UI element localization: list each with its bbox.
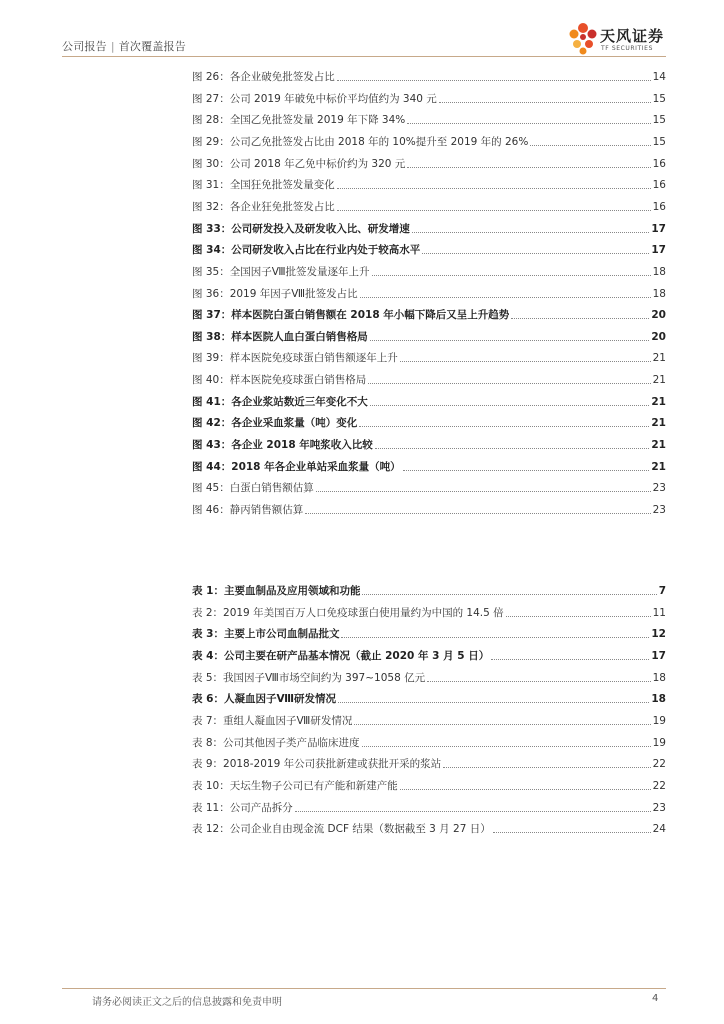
report-header [62, 38, 186, 54]
toc-entry-page: 11 [652, 606, 666, 619]
toc-entry-label: 图 43：各企业 2018 年吨浆收入比较 [192, 439, 373, 452]
dot-leader [412, 232, 650, 233]
tf-securities-logo [566, 20, 676, 60]
dot-leader [407, 123, 650, 124]
toc-entry-label: 图 45：白蛋白销售额估算 [192, 482, 314, 495]
toc-entry[interactable] [192, 795, 666, 815]
toc-entry-label: 表 8：公司其他因子类产品临床进度 [192, 736, 360, 749]
toc-entry[interactable] [192, 302, 666, 322]
toc-entry-page: 14 [652, 71, 666, 83]
toc-entry-page: 22 [652, 758, 666, 771]
dot-leader [530, 145, 650, 146]
dot-leader [338, 702, 649, 703]
dot-leader [491, 659, 649, 660]
toc-entry-label: 图 32：各企业狂免批签发占比 [192, 200, 335, 213]
dot-leader [511, 318, 649, 319]
toc-entry-page: 17 [651, 222, 666, 235]
toc-entry-label: 图 37：样本医院白蛋白销售额在 2018 年小幅下降后又呈上升趋势 [192, 309, 510, 322]
toc-entry-label: 图 30：公司 2018 年乙免中标价约为 320 元 [192, 157, 406, 170]
toc-entry-page: 21 [652, 352, 666, 365]
toc-entry[interactable] [192, 773, 666, 793]
toc-entry-page: 15 [652, 114, 666, 127]
dot-leader [337, 210, 651, 211]
dot-leader [341, 637, 649, 638]
toc-entry[interactable] [192, 86, 666, 106]
toc-entry-page: 23 [652, 482, 666, 495]
toc-entry[interactable] [192, 194, 666, 214]
page-number: 4 [652, 993, 659, 1004]
toc-entry-page: 16 [652, 179, 666, 192]
toc-entry-label: 图 34：公司研发收入占比在行业内处于较高水平 [192, 244, 421, 257]
dot-leader [337, 188, 651, 189]
toc-entry-label: 图 38：样本医院人血白蛋白销售格局 [192, 330, 368, 343]
toc-entry-label: 图 33：公司研发投入及研发收入比、研发增速 [192, 222, 410, 235]
toc-entry-label: 表 5：我国因子Ⅷ市场空间约为 397~1058 亿元 [192, 671, 426, 684]
toc-entry-page: 15 [652, 135, 666, 148]
dot-leader [372, 275, 651, 276]
toc-entry-page: 19 [652, 736, 666, 749]
report-type: 首次覆盖报告 [118, 40, 186, 53]
toc-entry-label: 表 11：公司产品拆分 [192, 801, 293, 814]
toc-entry[interactable] [192, 497, 666, 517]
toc-entry[interactable] [192, 751, 666, 771]
toc-entry-label: 图 31：全国狂免批签发量变化 [192, 179, 335, 192]
toc-entry-page: 16 [652, 157, 666, 170]
toc-entry[interactable] [192, 237, 666, 257]
dot-leader [427, 681, 651, 682]
toc-entry[interactable] [192, 665, 666, 685]
toc-entry[interactable] [192, 410, 666, 430]
toc-entry[interactable] [192, 129, 666, 149]
toc-entry-label: 表 10：天坛生物子公司已有产能和新建产能 [192, 779, 398, 792]
toc-entry[interactable] [192, 454, 666, 474]
toc-entry-label: 图 39：样本医院免疫球蛋白销售额逐年上升 [192, 352, 398, 365]
toc-entry-page: 22 [652, 779, 666, 792]
toc-entry-page: 7 [658, 585, 666, 597]
toc-entry-page: 24 [652, 823, 666, 836]
toc-entry[interactable] [192, 259, 666, 279]
toc-entry-label: 表 2：2019 年美国百万人口免疫球蛋白使用量约为中国的 14.5 倍 [192, 606, 504, 619]
toc-entry[interactable] [192, 389, 666, 409]
toc-entry[interactable] [192, 643, 666, 663]
dot-leader [359, 426, 649, 427]
dot-leader [360, 297, 651, 298]
dot-leader [370, 405, 650, 406]
toc-entry-label: 图 28：全国乙免批签发量 2019 年下降 34% [192, 114, 406, 127]
toc-entry[interactable] [192, 578, 666, 598]
toc-entry[interactable] [192, 345, 666, 365]
dot-leader [422, 253, 649, 254]
toc-entry-page: 17 [651, 244, 666, 257]
toc-entry-page: 15 [652, 92, 666, 105]
toc-entry-page: 19 [652, 714, 666, 727]
logo-subname: TF SECURITIES [601, 45, 653, 52]
toc-entry-page: 21 [651, 460, 666, 473]
toc-entry-label: 图 42：各企业采血浆量（吨）变化 [192, 417, 358, 430]
dot-leader [295, 811, 651, 812]
dot-leader [337, 80, 651, 81]
header-rule [62, 56, 666, 57]
toc-entry-page: 12 [651, 628, 666, 641]
toc-entry-page: 23 [652, 504, 666, 516]
toc-entry[interactable] [192, 621, 666, 641]
header-separator: | [110, 40, 115, 53]
toc-entry-label: 图 46：静丙销售额估算 [192, 504, 304, 516]
toc-entry[interactable] [192, 367, 666, 387]
toc-entry[interactable] [192, 816, 666, 836]
toc-entry-label: 表 1：主要血制品及应用领域和功能 [192, 585, 361, 597]
dot-leader [403, 470, 650, 471]
toc-entry[interactable] [192, 172, 666, 192]
toc-entry-page: 21 [651, 417, 666, 430]
toc-entry[interactable] [192, 151, 666, 171]
dot-leader [368, 383, 650, 384]
dot-leader [316, 491, 651, 492]
toc-entry[interactable] [192, 64, 666, 84]
dot-leader [506, 616, 651, 617]
toc-entry-label: 表 4：公司主要在研产品基本情况（截止 2020 年 3 月 5 日） [192, 649, 490, 662]
toc-entry-label: 图 26：各企业破免批签发占比 [192, 71, 335, 83]
toc-entry-page: 17 [651, 649, 666, 662]
logo-name: 天风证券 [600, 27, 665, 45]
toc-entry-page: 18 [652, 265, 666, 278]
toc-entry[interactable] [192, 432, 666, 452]
dot-leader [362, 594, 656, 595]
toc-entry[interactable] [192, 686, 666, 706]
toc-entry[interactable] [192, 730, 666, 750]
toc-entry-page: 18 [652, 671, 666, 684]
toc-entry-label: 表 7：重组人凝血因子Ⅷ研发情况 [192, 714, 353, 727]
toc-entry[interactable] [192, 281, 666, 301]
toc-entry-label: 图 36：2019 年因子Ⅷ批签发占比 [192, 287, 358, 300]
toc-entry-page: 23 [652, 801, 666, 814]
toc-entry-page: 21 [651, 395, 666, 408]
toc-entry[interactable] [192, 107, 666, 127]
toc-entry-label: 表 9：2018-2019 年公司获批新建或获批开采的浆站 [192, 758, 442, 771]
toc-entry-page: 21 [651, 439, 666, 452]
report-category: 公司报告 [62, 40, 107, 53]
toc-entry[interactable] [192, 600, 666, 620]
toc-entry-label: 图 29：公司乙免批签发占比由 2018 年的 10%提升至 2019 年的 26% [192, 135, 529, 148]
dot-leader [407, 167, 650, 168]
toc-entry-label: 图 41：各企业浆站数近三年变化不大 [192, 395, 368, 408]
dot-leader [400, 361, 651, 362]
dot-leader [493, 832, 651, 833]
dot-leader [375, 448, 650, 449]
toc-entry-label: 表 3：主要上市公司血制品批文 [192, 628, 340, 641]
toc-entry-label: 图 27：公司 2019 年破免中标价平均值约为 340 元 [192, 92, 437, 105]
toc-entry-label: 表 6：人凝血因子Ⅷ研发情况 [192, 693, 337, 706]
flower-logo-icon [566, 20, 600, 60]
toc-entry-page: 21 [652, 374, 666, 387]
toc-entry-label: 表 12：公司企业自由现金流 DCF 结果（数据截至 3 月 27 日） [192, 823, 491, 836]
toc-entry-label: 图 40：样本医院免疫球蛋白销售格局 [192, 374, 367, 387]
toc-entry[interactable] [192, 475, 666, 495]
dot-leader [400, 789, 651, 790]
dot-leader [305, 513, 650, 514]
toc-entry-label: 图 35：全国因子Ⅷ批签发量逐年上升 [192, 265, 370, 278]
toc-entry-page: 16 [652, 200, 666, 213]
dot-leader [362, 746, 651, 747]
toc-entry[interactable] [192, 216, 666, 236]
toc-entry[interactable] [192, 708, 666, 728]
dot-leader [439, 102, 651, 103]
footer-disclaimer: 请务必阅读正文之后的信息披露和免责申明 [92, 997, 282, 1008]
toc-entry-label: 图 44：2018 年各企业单站采血浆量（吨） [192, 460, 401, 473]
toc-entry-page: 20 [651, 330, 666, 343]
dot-leader [443, 767, 651, 768]
toc-entry-page: 18 [652, 287, 666, 300]
toc-entry[interactable] [192, 324, 666, 344]
dot-leader [354, 724, 650, 725]
toc-entry-page: 18 [651, 693, 666, 706]
toc-entry-page: 20 [651, 309, 666, 322]
dot-leader [370, 340, 650, 341]
footer-rule [62, 988, 666, 989]
